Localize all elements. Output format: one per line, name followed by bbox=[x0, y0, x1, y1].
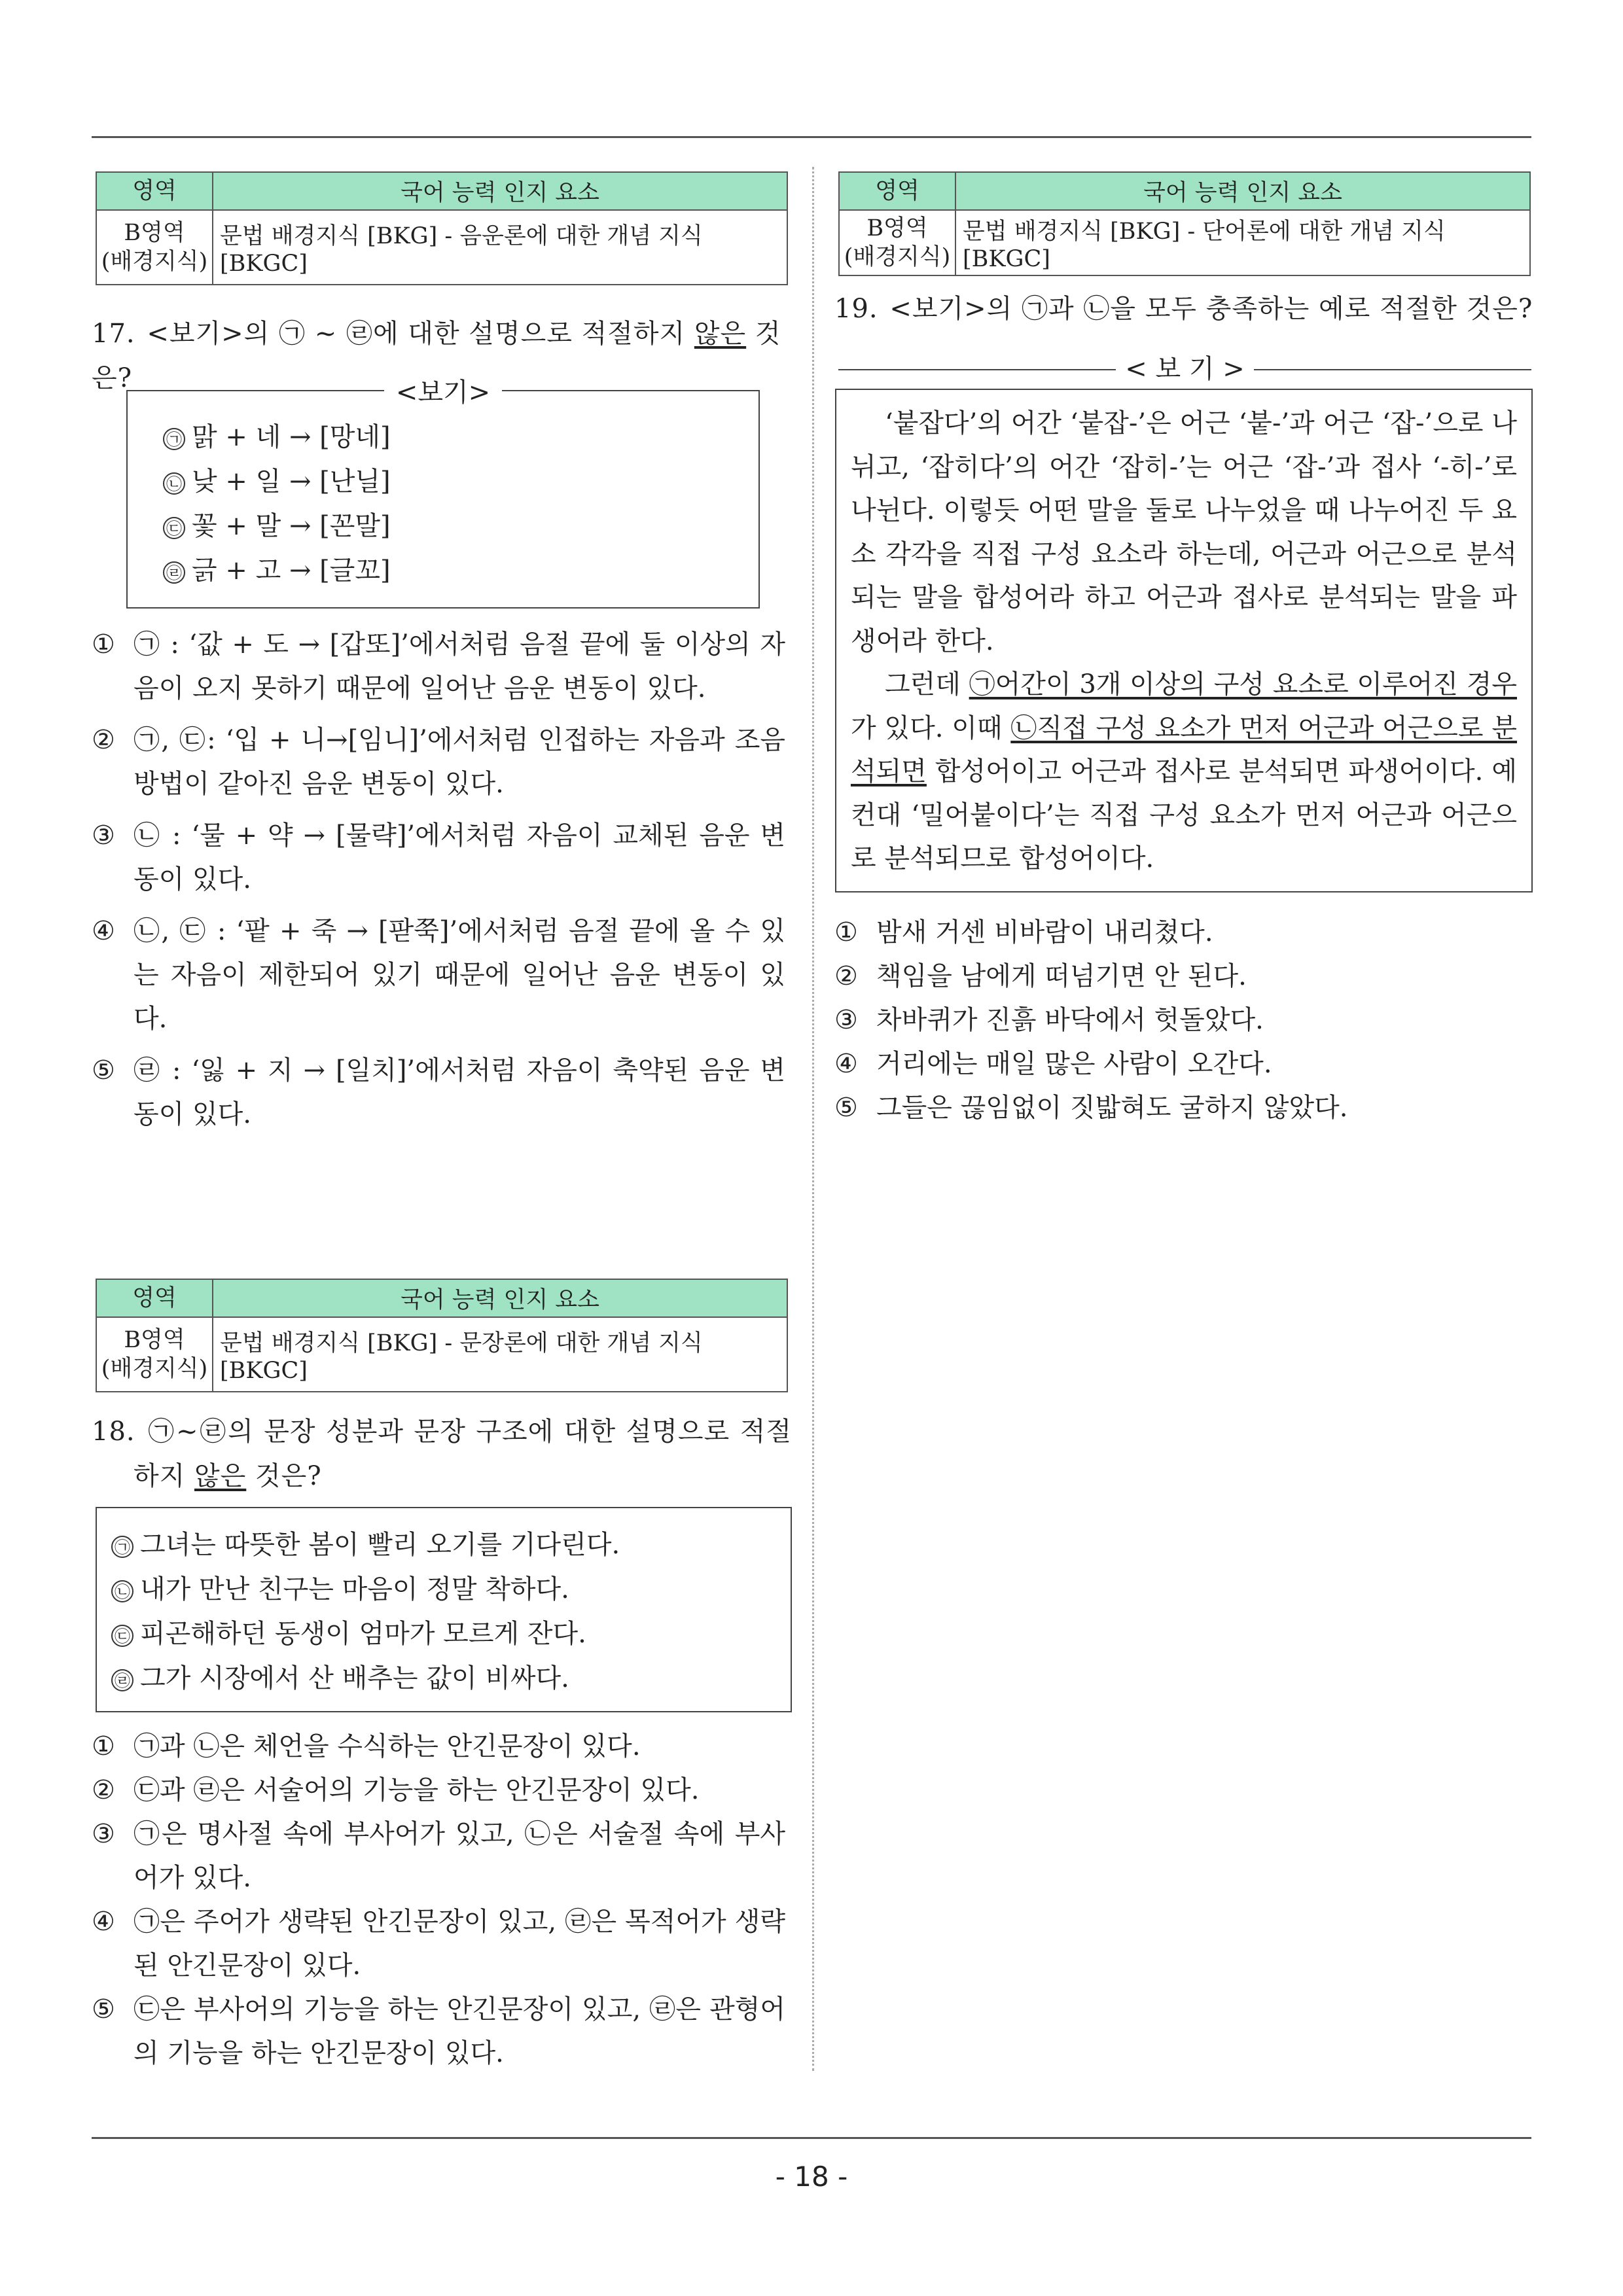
mark-nieun: ㉡ bbox=[163, 472, 185, 495]
q18-box-line: ㉢ 피곤해하던 동생이 엄마가 모르게 잔다. bbox=[111, 1612, 791, 1656]
table-header-element: 국어 능력 인지 요소 bbox=[213, 172, 787, 210]
q19-option-1[interactable]: ① 밤새 거센 비바람이 내리쳤다. bbox=[834, 917, 1213, 947]
q18-option-4[interactable]: ④ ㉠은 주어가 생략된 안긴문장이 있고, ㉣은 목적어가 생략된 안긴문장이 있다. bbox=[92, 1907, 785, 1981]
q17-question-neg: 않은 bbox=[694, 319, 747, 349]
q19-number: 19. bbox=[834, 294, 878, 324]
q18-box-line: ㉠ 그녀는 따뜻한 봄이 빨리 오기를 기다린다. bbox=[111, 1523, 791, 1567]
q17-question-text: <보기>의 ㉠ ~ ㉣에 대한 설명으로 적절하지 bbox=[147, 319, 694, 349]
bottom-rule bbox=[92, 2137, 1531, 2139]
q18-options bbox=[92, 1725, 785, 2075]
table-header-element: 국어 능력 인지 요소 bbox=[955, 172, 1530, 210]
q19-question-text: <보기>의 ㉠과 ㉡을 모두 충족하는 예로 적절한 것은? bbox=[889, 294, 1533, 324]
q19-question bbox=[834, 287, 1535, 331]
q17-option-3[interactable]: ③ ㉡ : ‘물 + 약 → [물략]’에서처럼 자음이 교체된 음운 변동이 있다. bbox=[92, 821, 785, 894]
q18-option-5[interactable]: ⑤ ㉢은 부사어의 기능을 하는 안긴문장이 있고, ㉣은 관형어의 기능을 하는 안긴문장이 있다. bbox=[92, 1994, 785, 2068]
q17-option-4[interactable]: ④ ㉡, ㉢ : ‘팥 + 죽 → [팓쭉]’에서처럼 음절 끝에 올 수 있는 자음이 제한되어 있기 때문에 일어난 음운 변동이 있다. bbox=[92, 916, 785, 1034]
table-header-area: 영역 bbox=[96, 172, 213, 210]
top-rule bbox=[92, 136, 1531, 138]
q17-number: 17. bbox=[92, 319, 135, 349]
q19-box-title: < 보 기 > bbox=[838, 349, 1531, 389]
q18-question bbox=[92, 1409, 792, 1498]
q17-box-line: ㉢ 꽃 + 말 → [꼰말] bbox=[163, 504, 758, 548]
q17-box-title: <보기> bbox=[128, 372, 758, 409]
q18-question-end: 것은? bbox=[246, 1461, 322, 1491]
area-line1: B영역 bbox=[124, 1327, 185, 1353]
q18-question-text: ㉠~㉣의 문장 성분과 문장 구조에 대한 설명으로 적절하지 bbox=[134, 1417, 792, 1491]
mark-nieun: ㉡ bbox=[111, 1580, 134, 1602]
q17-box-line: ㉠ 맑 + 네 → [망네] bbox=[163, 415, 758, 459]
column-separator bbox=[812, 167, 814, 2071]
table-element-cell: 문법 배경지식 [BKG] - 단어론에 대한 개념 지식 [BKGC] bbox=[955, 210, 1530, 275]
table-area-cell bbox=[96, 1317, 213, 1392]
q18-option-3[interactable]: ③ ㉠은 명사절 속에 부사어가 있고, ㉡은 서술절 속에 부사어가 있다. bbox=[92, 1819, 785, 1893]
q19-bogi-para1: ‘붙잡다’의 어간 ‘붙잡-’은 어근 ‘붙-’과 어근 ‘잡-’으로 나뉘고, ‘잡히다’의 어간 ‘잡히-’는 어근 ‘잡-’과 접사 ‘-히-’로 나뉜다. 이렇듯 어떤 말을 둘로 나누었을 때 나누어진 두 요소 각각을 직접 구성 요소라 하는데, 어근과 어근으로 분석되는 말을 합성어라 하고 어근과 접사로 분석되는 말을 파생어라 한다. bbox=[851, 408, 1517, 656]
q19-info-table bbox=[838, 171, 1531, 276]
q17-info-table bbox=[96, 171, 788, 285]
q19-bogi-box bbox=[835, 389, 1533, 892]
q17-bogi-box bbox=[126, 378, 760, 609]
q19-bogi-para2: 그런데 ㉠어간이 3개 이상의 구성 요소로 이루어진 경우가 있다. 이때 ㉡직접 구성 요소가 먼저 어근과 어근으로 분석되면 합성어이고 어근과 접사로 분석되면 파생어이다. 예컨대 ‘밀어붙이다’는 직접 구성 요소가 먼저 어근과 어근으로 분석되므로 합성어이다. bbox=[851, 669, 1518, 874]
table-element-cell: 문법 배경지식 [BKG] - 음운론에 대한 개념 지식 [BKGC] bbox=[213, 210, 787, 285]
table-area-cell bbox=[96, 210, 213, 285]
q19-option-5[interactable]: ⑤ 그들은 끊임없이 짓밟혀도 굴하지 않았다. bbox=[834, 1093, 1348, 1123]
table-element-cell: 문법 배경지식 [BKG] - 문장론에 대한 개념 지식 [BKGC] bbox=[213, 1317, 787, 1392]
mark-giyeok: ㉠ bbox=[163, 428, 185, 450]
q18-option-1[interactable]: ① ㉠과 ㉡은 체언을 수식하는 안긴문장이 있다. bbox=[92, 1731, 641, 1761]
table-header-element: 국어 능력 인지 요소 bbox=[213, 1279, 787, 1317]
q18-option-2[interactable]: ② ㉢과 ㉣은 서술어의 기능을 하는 안긴문장이 있다. bbox=[92, 1775, 700, 1805]
q19-underline-giyeok: ㉠어간이 3개 이상의 구성 요소로 이루어진 경우 bbox=[969, 669, 1517, 699]
mark-giyeok: ㉠ bbox=[111, 1536, 134, 1558]
area-line1: B영역 bbox=[866, 215, 928, 241]
q17-option-5[interactable]: ⑤ ㉣ : ‘잃 + 지 → [일치]’에서처럼 자음이 축약된 음운 변동이 있다. bbox=[92, 1055, 785, 1129]
q17-question-end: 것은? bbox=[92, 319, 781, 393]
area-line2: (배경지식) bbox=[101, 1356, 208, 1382]
q17-option-1[interactable]: ① ㉠ : ‘값 + 도 → [갑또]’에서처럼 음절 끝에 둘 이상의 자음이 오지 못하기 때문에 일어난 음운 변동이 있다. bbox=[92, 629, 785, 703]
table-header-area: 영역 bbox=[839, 172, 955, 210]
q18-info-table bbox=[96, 1279, 788, 1392]
table-area-cell bbox=[839, 210, 955, 275]
mark-digeut: ㉢ bbox=[163, 517, 185, 539]
q18-sentence-box bbox=[96, 1507, 792, 1712]
area-line2: (배경지식) bbox=[101, 249, 208, 275]
q17-box-line: ㉡ 낮 + 일 → [난닐] bbox=[163, 459, 758, 504]
q17-options bbox=[92, 623, 785, 1137]
q18-box-line: ㉣ 그가 시장에서 산 배추는 값이 비싸다. bbox=[111, 1656, 791, 1701]
table-header-area: 영역 bbox=[96, 1279, 213, 1317]
q19-option-2[interactable]: ② 책임을 남에게 떠넘기면 안 된다. bbox=[834, 961, 1247, 991]
area-line2: (배경지식) bbox=[844, 244, 951, 270]
q17-box-line: ㉣ 긁 + 고 → [글꼬] bbox=[163, 548, 758, 593]
area-line1: B영역 bbox=[124, 220, 185, 246]
mark-rieul: ㉣ bbox=[111, 1669, 134, 1691]
q19-underline-nieun: ㉡직접 구성 요소가 먼저 어근과 어근으로 분석되면 bbox=[851, 713, 1518, 786]
q18-question-neg: 않은 bbox=[194, 1461, 247, 1491]
page-number: - 18 - bbox=[775, 2161, 848, 2193]
q19-options bbox=[834, 911, 1528, 1130]
q17-option-2[interactable]: ② ㉠, ㉢: ‘입 + 니→[임니]’에서처럼 인접하는 자음과 조음 방법이 같아진 음운 변동이 있다. bbox=[92, 725, 785, 799]
q18-box-line: ㉡ 내가 만난 친구는 마음이 정말 착하다. bbox=[111, 1567, 791, 1612]
q19-option-4[interactable]: ④ 거리에는 매일 많은 사람이 오간다. bbox=[834, 1049, 1272, 1079]
q18-number: 18. bbox=[92, 1417, 135, 1447]
q19-option-3[interactable]: ③ 차바퀴가 진흙 바닥에서 헛돌았다. bbox=[834, 1005, 1264, 1035]
mark-rieul: ㉣ bbox=[163, 561, 185, 584]
mark-digeut: ㉢ bbox=[111, 1625, 134, 1647]
